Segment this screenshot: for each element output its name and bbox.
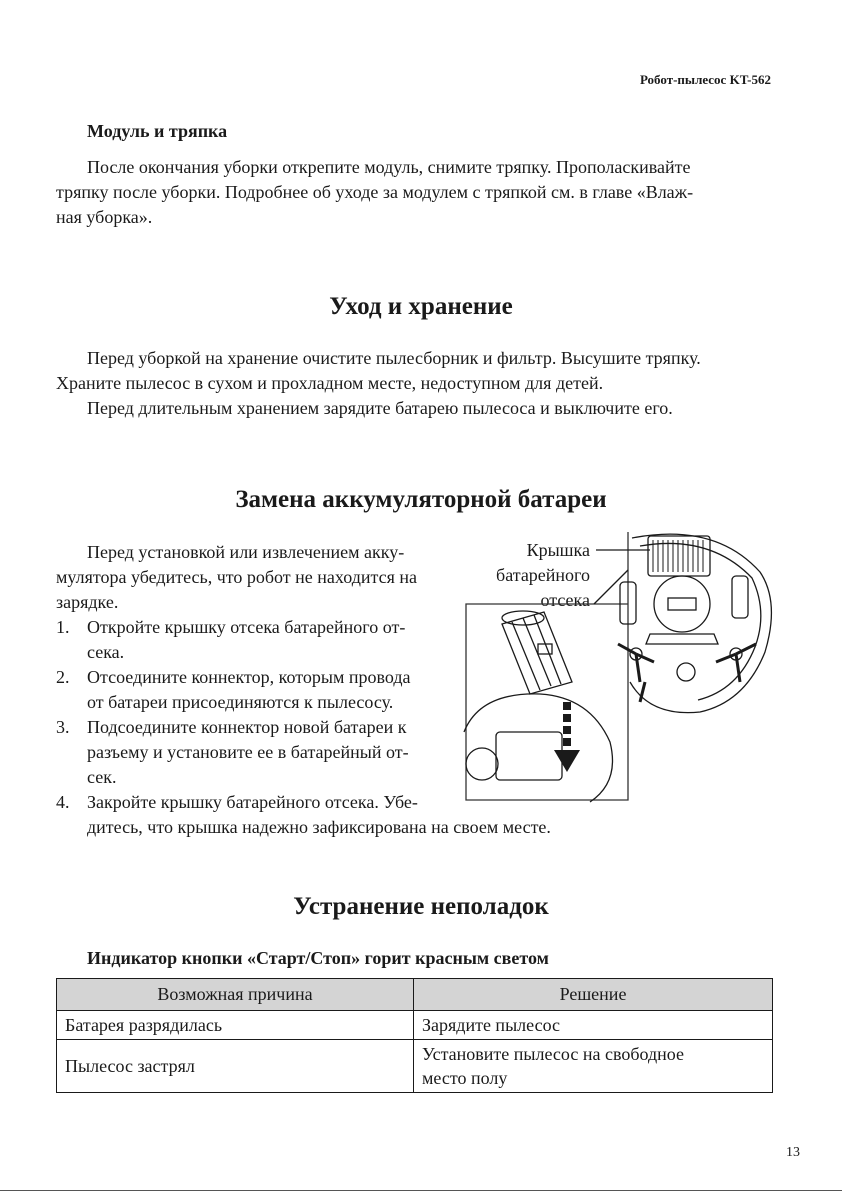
battery-intro [56, 540, 476, 615]
callout-line: батарейного [496, 565, 590, 585]
battery-cover [648, 536, 710, 576]
table-header-row [57, 979, 773, 1011]
step-line: от батареи присоединяются к пылесосу. [87, 692, 394, 712]
wheel-detail [466, 748, 498, 780]
callout-line: Крышка [526, 540, 590, 560]
list-item [56, 790, 551, 840]
battery-replacement-illustration [460, 532, 800, 807]
text-line: ная уборка». [56, 207, 153, 227]
step-number: 1. [56, 617, 70, 637]
step-number: 3. [56, 717, 70, 737]
step-number: 2. [56, 667, 70, 687]
list-item [56, 615, 466, 665]
right-wheel [732, 576, 748, 618]
care-section-title: Уход и хранение [329, 293, 513, 320]
solution-cell: Зарядите пылесос [414, 1011, 773, 1040]
insert-arrow [554, 702, 580, 772]
robot-body-outline [630, 534, 771, 713]
battery-compartment [496, 732, 562, 780]
text-line: Перед установкой или извлечением акку- [87, 542, 405, 562]
text-line: мулятора убедитесь, что робот не находится на [56, 567, 417, 587]
troubleshooting-table [56, 978, 773, 1093]
cause-cell: Батарея разрядилась [57, 1011, 414, 1040]
table-row [57, 1040, 773, 1093]
main-brush [646, 634, 718, 644]
column-header-cause: Возможная причина [57, 979, 414, 1011]
text-line: тряпку после уборки. Подробнее об уходе за модулем с тряпкой см. в главе «Влаж- [56, 182, 694, 202]
step-line: сека. [87, 642, 125, 662]
step-line: Подсоедините коннектор новой батареи к [87, 717, 407, 737]
page-number: 13 [786, 1145, 800, 1160]
module-paragraph [56, 155, 770, 230]
text-line: зарядке. [56, 592, 119, 612]
step-number: 4. [56, 792, 70, 812]
bottom-rule [0, 1190, 842, 1191]
step-line: сек. [87, 767, 117, 787]
step-line: Отсоедините коннектор, которым провода [87, 667, 411, 687]
list-item [56, 665, 466, 715]
troubleshooting-subheading: Индикатор кнопки «Старт/Стоп» горит красным светом [87, 948, 549, 968]
step-line: Закройте крышку батарейного отсека. Убе- [87, 792, 418, 812]
callout-line: отсека [540, 590, 590, 610]
cause-cell: Пылесос застрял [57, 1040, 414, 1093]
step-line: Откройте крышку отсека батарейного от- [87, 617, 406, 637]
troubleshooting-section-title: Устранение неполадок [293, 893, 549, 920]
solution-cell [414, 1040, 773, 1093]
module-heading: Модуль и тряпка [87, 121, 228, 141]
battery-steps-list [56, 615, 551, 840]
list-item [56, 715, 466, 790]
text-line: Храните пылесос в сухом и прохладном месте, недоступном для детей. [56, 373, 604, 393]
solution-line: место полу [422, 1068, 508, 1088]
robot-bottom-frame [466, 532, 628, 800]
text-line: После окончания уборки открепите модуль, снимите тряпку. Прополаскивайте [87, 157, 691, 177]
battery-pack [502, 611, 572, 694]
care-paragraph [56, 346, 770, 421]
column-header-solution: Решение [414, 979, 773, 1011]
step-line: разъему и установите ее в батарейный от- [87, 742, 409, 762]
table-row [57, 1011, 773, 1040]
center-compartment [654, 576, 710, 632]
page-header-title: Робот-пылесос KT-562 [639, 72, 771, 87]
text-line: Перед уборкой на хранение очистите пылесборник и фильтр. Высушите тряпку. [87, 348, 701, 368]
callout-leader-line [594, 570, 628, 604]
step-line: дитесь, что крышка надежно зафиксирована на своем месте. [87, 817, 551, 837]
front-caster [677, 663, 695, 681]
text-line: Перед длительным хранением зарядите батарею пылесоса и выключите его. [87, 398, 673, 418]
dust-bin-slot [668, 598, 696, 610]
battery-section-title: Замена аккумуляторной батареи [235, 486, 607, 513]
solution-line: Установите пылесос на свободное [422, 1044, 684, 1064]
